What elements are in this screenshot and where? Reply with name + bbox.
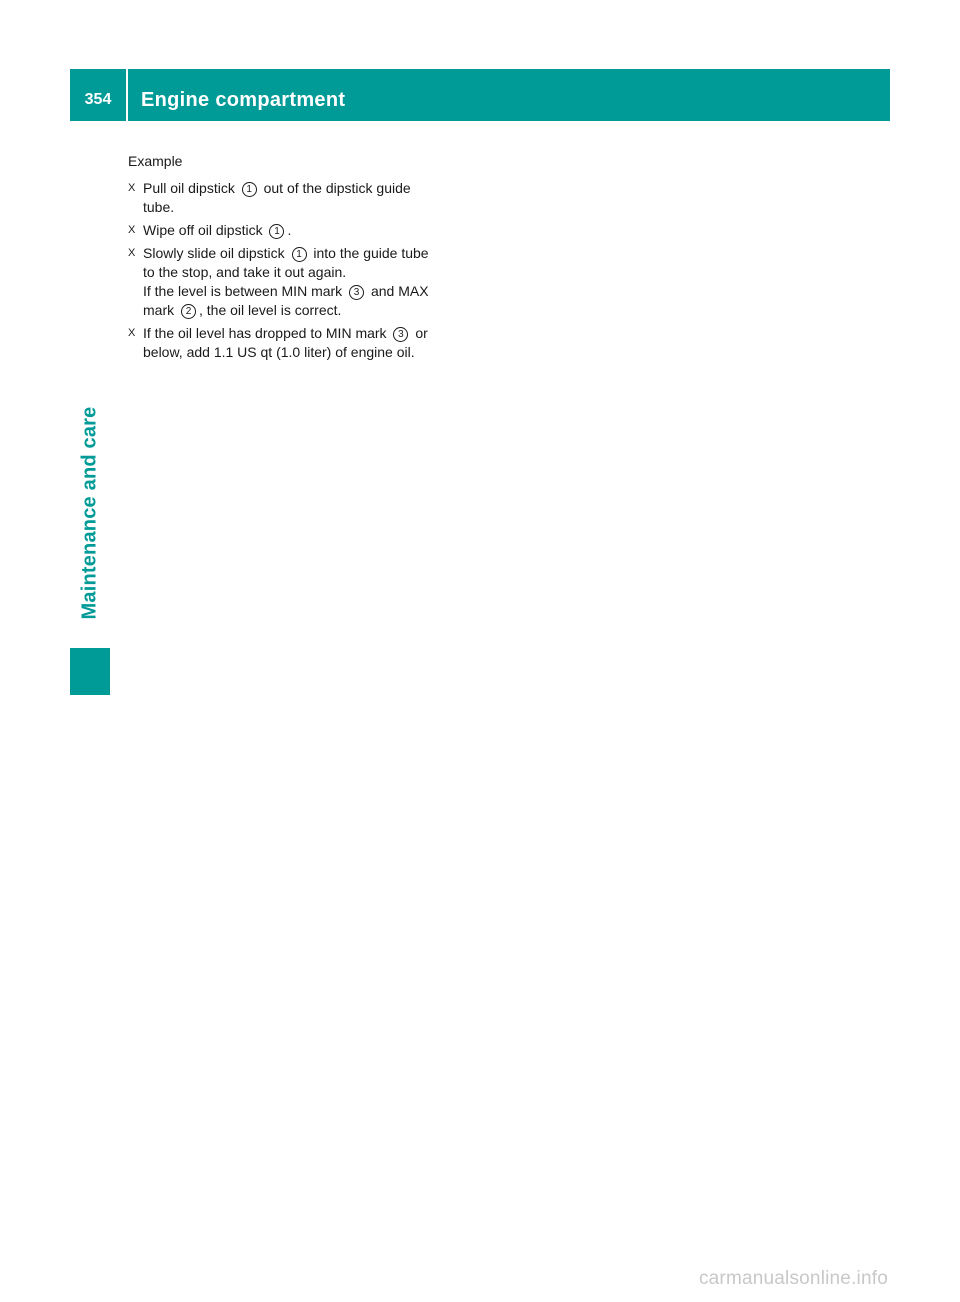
side-tab [70,380,110,645]
callout-number-icon: 1 [269,224,284,239]
step-line [143,324,468,343]
page-number: 354 [84,91,112,108]
step-text: . [287,222,292,238]
step-text: , the oil level is correct. [199,302,342,318]
step-text: Slowly slide oil dipstick [143,245,289,261]
callout-number-icon: 1 [292,247,307,262]
step-arrow-icon: X [128,182,136,194]
step-text: Wipe off oil dipstick [143,222,267,238]
section-title: Engine compartment [141,89,346,111]
callout-number-icon: 3 [393,327,408,342]
step-arrow-icon: X [128,224,136,236]
example-label: Example [128,153,183,169]
main-content [128,152,468,366]
step-text: to the stop, and take it out again. [143,264,347,280]
step-text: into the guide tube [309,245,429,261]
step-line [143,282,468,301]
step-line [143,179,468,198]
step-text: mark [143,302,178,318]
step-line [143,301,468,320]
step-text: and MAX [367,283,429,299]
instruction-step [128,244,468,320]
callout-number-icon: 3 [349,285,364,300]
step-arrow-icon: X [128,327,136,339]
instruction-step [128,179,468,217]
header-divider [126,69,128,121]
instruction-step [128,221,468,240]
page-header [70,69,890,121]
step-text: Pull oil dipstick [143,180,239,196]
step-text: below, add 1.1 US qt (1.0 liter) of engine oil. [143,344,415,360]
callout-number-icon: 1 [242,182,257,197]
footer-watermark: carmanualsonline.info [698,1268,888,1289]
step-text: If the oil level has dropped to MIN mark [143,325,391,341]
step-line [143,343,468,362]
callout-number-icon: 2 [181,304,196,319]
step-line [143,221,468,240]
step-text: or [411,325,428,341]
step-line [143,263,468,282]
step-line [143,198,468,217]
instruction-step [128,324,468,362]
side-tab-marker [70,648,110,695]
step-text: If the level is between MIN mark [143,283,347,299]
step-text: tube. [143,199,175,215]
step-arrow-icon: X [128,247,136,259]
step-text: out of the dipstick guide [259,180,411,196]
side-tab-label: Maintenance and care [78,406,101,619]
step-line [143,244,468,263]
